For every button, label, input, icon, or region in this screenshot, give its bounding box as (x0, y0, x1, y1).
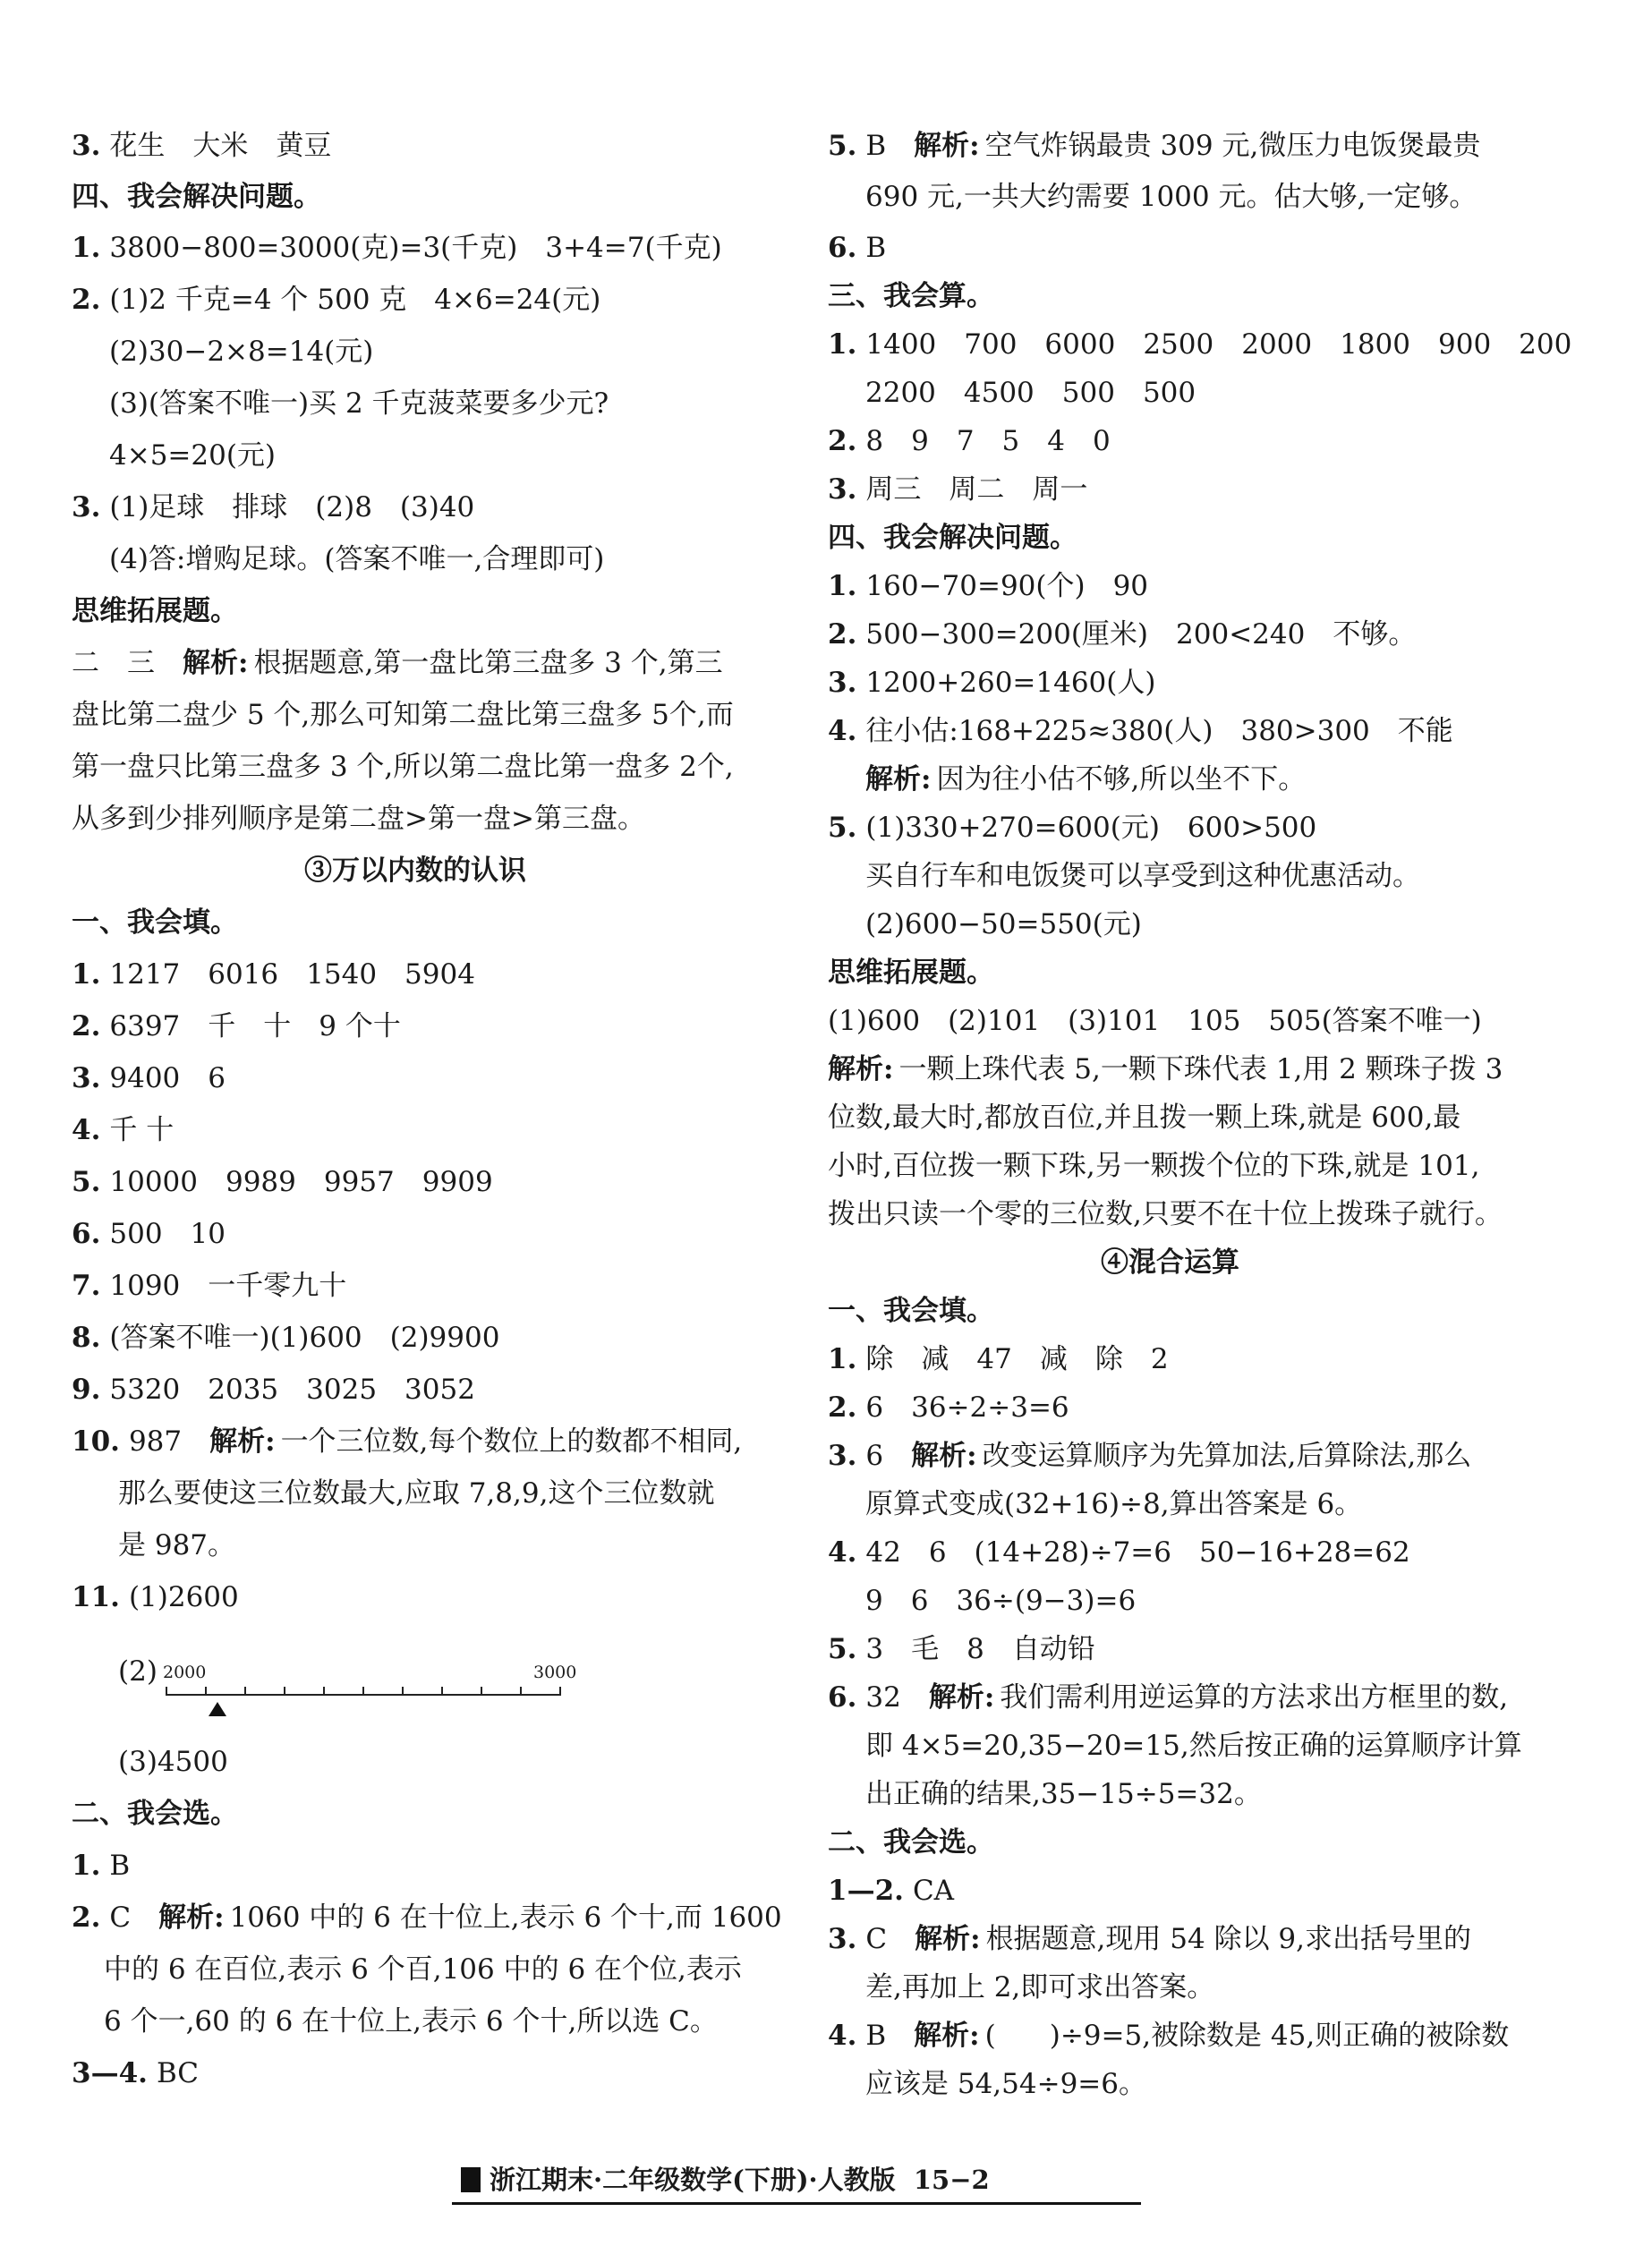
answer-line: 3. 6 解析: 改变运算顺序为先算加法,后算除法,那么 (828, 1440, 1472, 1472)
answer-line: 6. B (828, 232, 887, 264)
answer-line: 4. B 解析: ( )÷9=5,被除数是 45,则正确的被除数 (828, 2020, 1510, 2052)
answer-line: 4. 千 十 (72, 1114, 175, 1146)
explanation-line: 差,再加上 2,即可求出答案。 (865, 1971, 1215, 2004)
explanation-line: 是 987。 (118, 1529, 236, 1561)
section-heading: 一、我会填。 (828, 1295, 994, 1327)
page-number: 15−2 (913, 2165, 990, 2195)
answer-line: 7. 1090 一千零九十 (72, 1270, 347, 1302)
answer-line: 6. 32 解析: 我们需利用逆运算的方法求出方框里的数, (828, 1681, 1509, 1714)
explanation-line: 出正确的结果,35−15÷5=32。 (865, 1778, 1262, 1810)
number-line-tick (402, 1687, 404, 1696)
section-heading: 四、我会解决问题。 (72, 181, 321, 213)
answer-line: (1)600 (2)101 (3)101 105 505(答案不唯一) (828, 1005, 1482, 1037)
answer-line: 4×5=20(元) (109, 439, 277, 472)
number-line-arrow (209, 1702, 226, 1716)
number-line-tick (205, 1687, 207, 1696)
answer-line: (4)答:增购足球。(答案不唯一,合理即可) (109, 543, 605, 575)
explanation-line: 位数,最大时,都放百位,并且拨一颗上珠,就是 600,最 (828, 1102, 1461, 1134)
answer-line: 3. 周三 周二 周一 (828, 473, 1088, 506)
answer-line: 1. 160−70=90(个) 90 (828, 570, 1149, 602)
section-heading: 二、我会选。 (828, 1826, 994, 1859)
number-line-end-label: 3000 (533, 1663, 577, 1682)
number-line-tick (284, 1687, 285, 1696)
explanation-line: 第一盘只比第三盘多 3 个,所以第二盘比第一盘多 2个, (72, 751, 734, 783)
footer-rule (452, 2202, 1141, 2205)
explanation-line: 盘比第二盘少 5 个,那么可知第二盘比第三盘多 5个,而 (72, 699, 734, 731)
explanation-line: 原算式变成(32+16)÷8,算出答案是 6。 (865, 1488, 1363, 1520)
explanation-line: 即 4×5=20,35−20=15,然后按正确的运算顺序计算 (865, 1730, 1522, 1762)
answer-line: 3. 9400 6 (72, 1062, 226, 1094)
answer-line: 9 6 36÷(9−3)=6 (865, 1585, 1137, 1617)
explanation-line: 小时,百位拨一颗下珠,另一颗拨个位的下珠,就是 101, (828, 1150, 1480, 1182)
answer-line: 5. 3 毛 8 自动铅 (828, 1633, 1095, 1665)
answer-line: (2)600−50=550(元) (865, 908, 1142, 940)
answer-line: 1—2. CA (828, 1875, 955, 1907)
answer-line: 4. 42 6 (14+28)÷7=6 50−16+28=62 (828, 1536, 1410, 1569)
explanation-line: 6 个一,60 的 6 在十位上,表示 6 个十,所以选 C。 (104, 2005, 718, 2038)
number-line-tick (441, 1687, 443, 1696)
answer-line: 3. C 解析: 根据题意,现用 54 除以 9,求出括号里的 (828, 1923, 1472, 1955)
answer-line: 3—4. BC (72, 2057, 200, 2089)
answer-line: (2) (118, 1655, 158, 1688)
explanation-line: 解析: 一颗上珠代表 5,一颗下珠代表 1,用 2 颗珠子拨 3 (828, 1053, 1503, 1085)
answer-line: 1. 除 减 47 减 除 2 (828, 1343, 1169, 1375)
explanation-line: 690 元,一共大约需要 1000 元。估大够,一定够。 (865, 181, 1477, 213)
answer-line: 3. 1200+260=1460(人) (828, 667, 1156, 699)
chapter-title: ④混合运算 (1101, 1246, 1239, 1279)
answer-line: (3)4500 (118, 1746, 228, 1778)
number-line-tick (362, 1687, 364, 1696)
number-line-tick (481, 1687, 482, 1696)
answer-line: 9. 5320 2035 3025 3052 (72, 1374, 475, 1406)
section-heading: 三、我会算。 (828, 280, 994, 312)
explanation-line: 二 三 解析: 根据题意,第一盘比第三盘多 3 个,第三 (72, 647, 723, 679)
answer-line: 2. 500−300=200(厘米) 200<240 不够。 (828, 618, 1417, 651)
answer-line: 1. 1400 700 6000 2500 2000 1800 900 200 (828, 328, 1572, 361)
section-heading: 一、我会填。 (72, 906, 238, 939)
number-line-start-label: 2000 (163, 1663, 207, 1682)
answer-line: 5. (1)330+270=600(元) 600>500 (828, 812, 1317, 844)
explanation-line: 中的 6 在百位,表示 6 个百,106 中的 6 在个位,表示 (104, 1953, 742, 1986)
answer-line: 2200 4500 500 500 (865, 377, 1196, 409)
answer-line: 1. B (72, 1850, 131, 1882)
footer-text: 浙江期末·二年级数学(下册)·人教版 (490, 2165, 896, 2195)
explanation-line: 拨出只读一个零的三位数,只要不在十位上拨珠子就行。 (828, 1198, 1503, 1230)
answer-line: 8. (答案不唯一)(1)600 (2)9900 (72, 1322, 500, 1354)
explanation-line: 那么要使这三位数最大,应取 7,8,9,这个三位数就 (118, 1477, 715, 1510)
number-line-tick (323, 1687, 325, 1696)
answer-line: 11. (1)2600 (72, 1581, 239, 1613)
answer-line: 2. (1)2 千克=4 个 500 克 4×6=24(元) (72, 284, 601, 316)
answer-line: 4. 往小估:168+225≈380(人) 380>300 不能 (828, 715, 1453, 747)
section-heading: 二、我会选。 (72, 1798, 238, 1830)
answer-line: 10. 987 解析: 一个三位数,每个数位上的数都不相同, (72, 1425, 743, 1458)
explanation-line: 解析: 因为往小估不够,所以坐不下。 (865, 763, 1307, 795)
answer-line: 2. 8 9 7 5 4 0 (828, 425, 1111, 457)
answer-line: 买自行车和电饭煲可以享受到这种优惠活动。 (865, 860, 1420, 892)
number-line-tick (166, 1687, 167, 1696)
answer-line: 3. 花生 大米 黄豆 (72, 130, 332, 162)
answer-line: 1. 3800−800=3000(克)=3(千克) 3+4=7(千克) (72, 232, 722, 264)
answer-line: (3)(答案不唯一)买 2 千克菠菜要多少元? (109, 387, 609, 420)
answer-line: 5. 10000 9989 9957 9909 (72, 1166, 493, 1198)
chapter-title: ③万以内数的认识 (304, 855, 526, 887)
section-heading: 四、我会解决问题。 (828, 522, 1077, 554)
answer-line: 5. B 解析: 空气炸锅最贵 309 元,微压力电饭煲最贵 (828, 130, 1481, 162)
answer-line: 1. 1217 6016 1540 5904 (72, 958, 475, 991)
explanation-line: 从多到少排列顺序是第二盘>第一盘>第三盘。 (72, 803, 645, 835)
number-line-tick (520, 1687, 522, 1696)
answer-line: 2. 6397 千 十 9 个十 (72, 1010, 401, 1042)
answer-line: (2)30−2×8=14(元) (109, 336, 374, 368)
answer-line: 3. (1)足球 排球 (2)8 (3)40 (72, 491, 475, 523)
footer-mark-icon (461, 2167, 481, 2192)
section-heading: 思维拓展题。 (828, 957, 994, 989)
answer-line: 6. 500 10 (72, 1218, 226, 1250)
explanation-line: 应该是 54,54÷9=6。 (865, 2068, 1146, 2100)
page-footer (461, 2167, 990, 2193)
answer-line: 2. 6 36÷2÷3=6 (828, 1391, 1069, 1424)
number-line-tick (244, 1687, 246, 1696)
section-heading: 思维拓展题。 (72, 595, 238, 627)
answer-line: 2. C 解析: 1060 中的 6 在十位上,表示 6 个十,而 1600 (72, 1901, 782, 1934)
number-line-tick (559, 1687, 561, 1696)
